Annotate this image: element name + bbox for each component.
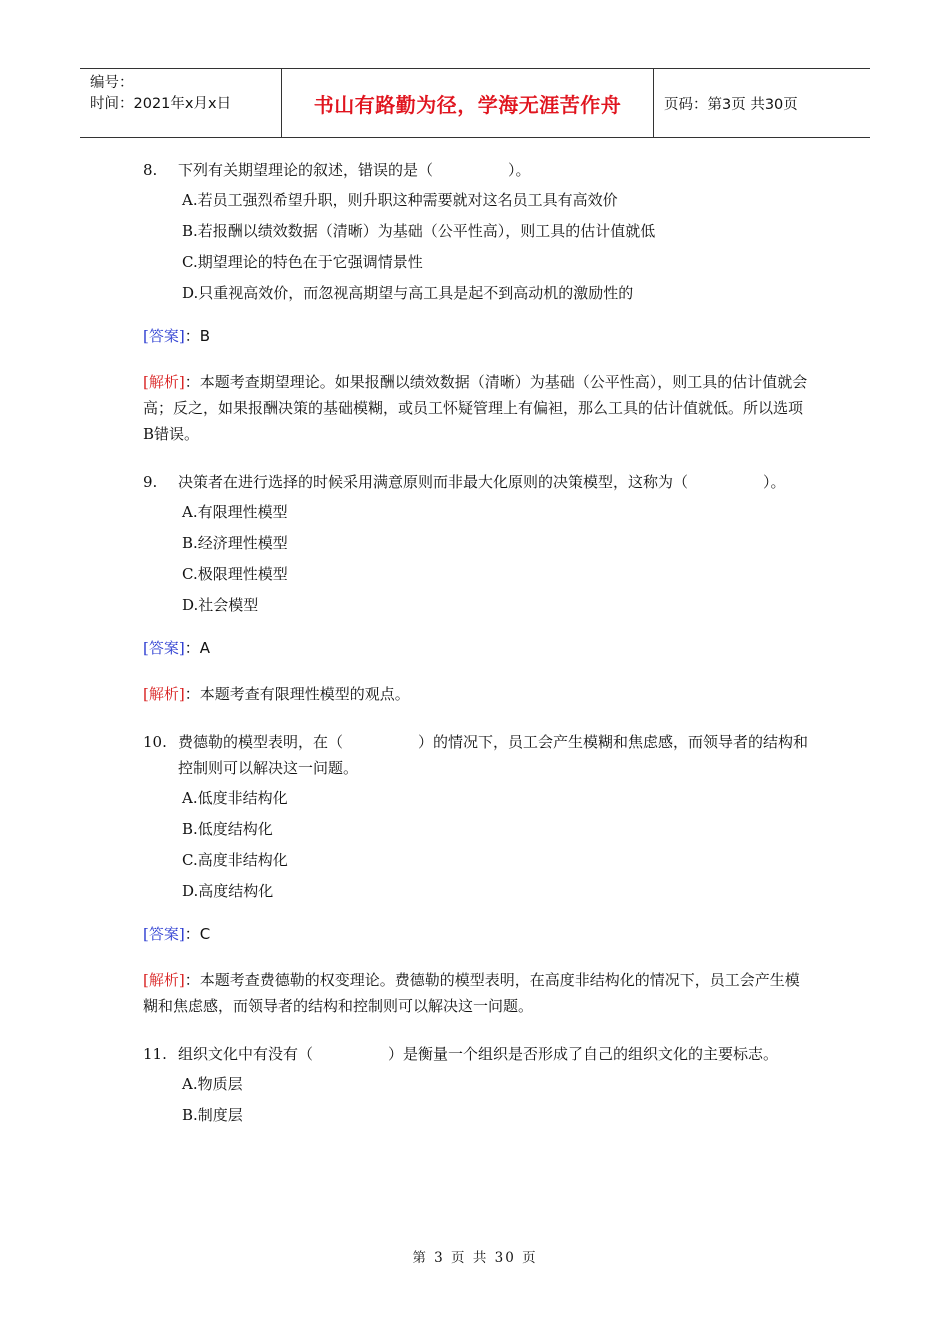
header-meta [80, 69, 282, 137]
option-b: B.低度结构化 [182, 820, 273, 838]
option-c: C.极限理性模型 [182, 565, 288, 583]
analysis-sep: ： [184, 971, 200, 989]
analysis-sep: ： [184, 685, 200, 703]
answer-line [143, 323, 813, 349]
option-d: D.只重视高效价，而忽视高期望与高工具是起不到高动机的激励性的 [182, 284, 634, 302]
question-number: 8. [143, 161, 158, 179]
option-d: D.社会模型 [182, 596, 259, 614]
analysis-text: 本题考查费德勒的权变理论。费德勒的模型表明，在高度非结构化的情况下，员工会产生模糊和焦虑感，而领导者的结构和控制则可以解决这一问题。 [143, 971, 800, 1015]
header-motto: 书山有路勤为径，学海无涯苦作舟 [282, 69, 654, 137]
question-10-options [143, 783, 813, 907]
analysis-text: 本题考查期望理论。如果报酬以绩效数据（清晰）为基础（公平性高），则工具的估计值就会高；反之，如果报酬决策的基础模糊，或员工怀疑管理上有偏袒，那么工具的估计值就低。所以选项B错误。 [143, 373, 808, 443]
answer-line [143, 635, 813, 661]
question-text: 下列有关期望理论的叙述，错误的是（ ）。 [178, 161, 531, 179]
question-number: 10. [143, 733, 167, 751]
analysis-tag: [解析] [143, 373, 185, 391]
analysis-tag: [解析] [143, 971, 185, 989]
number-label: 编号： [90, 75, 134, 91]
option-c: C.高度非结构化 [182, 851, 288, 869]
page-header [80, 68, 870, 138]
answer-sep: ： [184, 327, 200, 345]
question-9-stem [143, 469, 813, 495]
header-page-info: 页码：第3页 共30页 [664, 96, 798, 113]
answer-value: C [199, 925, 211, 943]
question-number: 11. [143, 1045, 167, 1063]
option-d: D.高度结构化 [182, 882, 274, 900]
question-11-options [143, 1069, 813, 1131]
question-content [143, 150, 813, 1131]
question-11-stem [143, 1041, 813, 1067]
question-text: 决策者在进行选择的时候采用满意原则而非最大化原则的决策模型，这称为（ ）。 [178, 473, 786, 491]
question-text: 组织文化中有没有（ ）是衡量一个组织是否形成了自己的组织文化的主要标志。 [178, 1045, 779, 1063]
question-9-options [143, 497, 813, 621]
answer-line [143, 921, 813, 947]
option-c: C.期望理论的特色在于它强调情景性 [182, 253, 423, 271]
option-b: B.制度层 [182, 1106, 243, 1124]
option-a: A.有限理性模型 [182, 503, 288, 521]
answer-value: A [199, 639, 210, 657]
time-label: 时间：2021年x月x日 [90, 96, 232, 112]
question-8-options [143, 185, 813, 309]
answer-tag: [答案] [143, 639, 185, 657]
option-b: B.若报酬以绩效数据（清晰）为基础（公平性高），则工具的估计值就低 [182, 222, 656, 240]
analysis-block [143, 681, 813, 707]
question-text: 费德勒的模型表明，在（ ）的情况下，员工会产生模糊和焦虑感，而领导者的结构和控制则可以解决这一问题。 [178, 733, 809, 777]
answer-sep: ： [184, 639, 200, 657]
analysis-text: 本题考查有限理性模型的观点。 [199, 685, 410, 703]
option-a: A.低度非结构化 [182, 789, 288, 807]
question-10-stem [143, 729, 813, 781]
analysis-block [143, 967, 813, 1019]
question-8-stem [143, 157, 813, 183]
answer-tag: [答案] [143, 925, 185, 943]
analysis-sep: ： [184, 373, 200, 391]
answer-sep: ： [184, 925, 200, 943]
option-a: A.若员工强烈希望升职，则升职这种需要就对这名员工具有高效价 [182, 191, 618, 209]
analysis-tag: [解析] [143, 685, 185, 703]
page-footer: 第 3 页 共 30 页 [412, 1250, 538, 1266]
answer-tag: [答案] [143, 327, 185, 345]
option-a: A.物质层 [182, 1075, 243, 1093]
analysis-block [143, 369, 813, 447]
answer-value: B [199, 327, 211, 345]
question-number: 9. [143, 473, 158, 491]
option-b: B.经济理性模型 [182, 534, 288, 552]
